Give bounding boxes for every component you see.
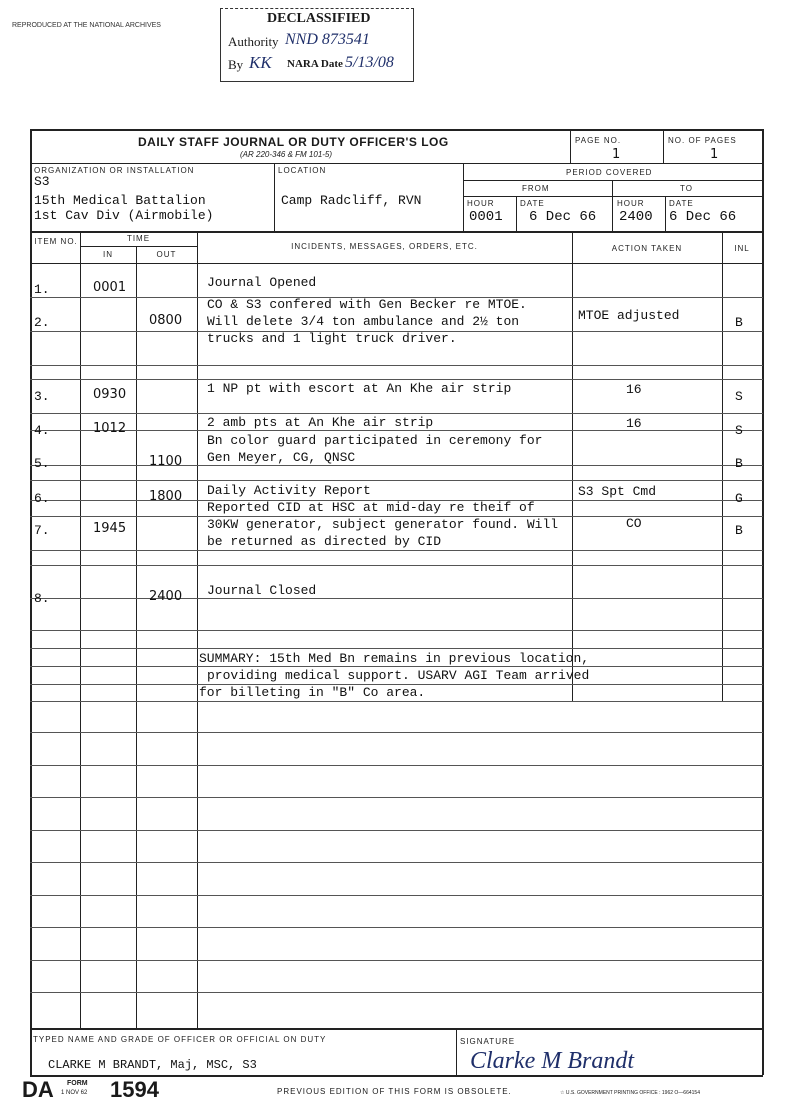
location-label: LOCATION — [278, 166, 327, 175]
col-item-header: ITEM NO. — [34, 237, 78, 246]
row-line — [30, 430, 763, 431]
org-label: ORGANIZATION OR INSTALLATION — [34, 166, 195, 175]
no-pages-label: NO. OF PAGES — [668, 136, 737, 145]
item-number: 2. — [34, 315, 50, 330]
incident-line: 1 NP pt with escort at An Khe air strip — [207, 381, 512, 396]
nara-date-label: NARA Date — [287, 58, 343, 70]
col-out-header: OUT — [156, 250, 177, 259]
authority-value: NND 873541 — [285, 31, 370, 48]
col-action-header: ACTION TAKEN — [611, 244, 683, 253]
form-number: 1594 — [110, 1077, 159, 1102]
form-subtitle: (AR 220-346 & FM 101-5) — [240, 150, 333, 159]
time-out: 1800 — [149, 489, 183, 504]
initials: G — [735, 491, 743, 506]
from-hour-label: HOUR — [467, 199, 495, 208]
signature: Clarke M Brandt — [470, 1048, 634, 1074]
to-label: TO — [680, 184, 693, 193]
stamp-title: DECLASSIFIED — [267, 11, 371, 26]
page-no-value: 1 — [612, 147, 621, 162]
action-taken: 16 — [626, 416, 642, 431]
col-inl-header: INL — [734, 244, 750, 253]
row-line — [30, 550, 763, 551]
by-value: KK — [249, 53, 272, 72]
authority-label: Authority — [228, 34, 279, 49]
incident-line: CO & S3 confered with Gen Becker re MTOE. — [207, 297, 527, 312]
row-line — [30, 765, 763, 766]
summary-line: SUMMARY: 15th Med Bn remains in previous location, — [199, 651, 590, 666]
declassified-stamp — [220, 8, 414, 82]
row-line — [30, 960, 763, 961]
to-date: 6 Dec 66 — [669, 209, 737, 225]
signature-label: SIGNATURE — [460, 1037, 516, 1046]
page-no-label: PAGE NO. — [575, 136, 622, 145]
from-label: FROM — [522, 184, 550, 193]
item-number: 1. — [34, 282, 50, 297]
item-number: 3. — [34, 389, 50, 404]
by-label: By — [228, 57, 244, 72]
form-da: DA — [22, 1077, 54, 1102]
officer-name: CLARKE M BRANDT, Maj, MSC, S3 — [48, 1058, 257, 1072]
org-line-3: 1st Cav Div (Airmobile) — [34, 208, 214, 223]
officer-label: TYPED NAME AND GRADE OF OFFICER OR OFFICIAL ON DUTY — [33, 1035, 327, 1044]
incident-line: Gen Meyer, CG, QNSC — [207, 450, 356, 465]
initials: B — [735, 523, 743, 538]
initials: S — [735, 389, 743, 404]
incident-line: Bn color guard participated in ceremony for — [207, 433, 543, 448]
time-out: 1100 — [149, 454, 183, 469]
row-line — [30, 797, 763, 798]
time-in: 1945 — [93, 521, 127, 536]
row-line — [30, 379, 763, 380]
time-out: 2400 — [149, 589, 183, 604]
row-line — [30, 648, 763, 649]
no-pages-value: 1 — [710, 147, 719, 162]
time-in: 0930 — [93, 387, 127, 402]
col-time-header: TIME — [126, 234, 151, 243]
initials: B — [735, 456, 743, 471]
item-number: 7. — [34, 523, 50, 538]
to-date-label: DATE — [669, 199, 694, 208]
summary-line: for billeting in "B" Co area. — [199, 685, 426, 700]
archive-note: REPRODUCED AT THE NATIONAL ARCHIVES — [12, 22, 161, 29]
form-date: 1 NOV 62 — [61, 1090, 88, 1096]
from-hour: 0001 — [469, 209, 503, 225]
action-taken: MTOE adjusted — [578, 308, 680, 323]
org-line-2: 15th Medical Battalion — [34, 193, 206, 208]
time-out: 0800 — [149, 313, 183, 328]
item-number: 6. — [34, 491, 50, 506]
from-date-label: DATE — [520, 199, 545, 208]
form-title: DAILY STAFF JOURNAL OR DUTY OFFICER'S LOG — [138, 135, 449, 149]
incident-line: Reported CID at HSC at mid-day re theif of — [207, 500, 535, 515]
row-line — [30, 895, 763, 896]
action-taken: CO — [626, 516, 642, 531]
action-taken: 16 — [626, 382, 642, 397]
form-word: FORM — [67, 1080, 88, 1087]
incident-line: 2 amb pts at An Khe air strip — [207, 415, 434, 430]
row-line — [30, 480, 763, 481]
time-in: 0001 — [93, 280, 127, 295]
from-date: 6 Dec 66 — [529, 209, 597, 225]
row-line — [30, 830, 763, 831]
item-number: 8. — [34, 591, 50, 606]
row-line — [30, 365, 763, 366]
row-line — [30, 992, 763, 993]
row-line — [30, 732, 763, 733]
incident-line: Journal Opened — [207, 275, 317, 290]
item-number: 5. — [34, 456, 50, 471]
summary-line: providing medical support. USARV AGI Team arrived — [207, 668, 590, 683]
row-line — [30, 598, 763, 599]
row-line — [30, 862, 763, 863]
row-line — [30, 565, 763, 566]
row-line — [30, 630, 763, 631]
to-hour-label: HOUR — [617, 199, 645, 208]
printing-note: ☆ U.S. GOVERNMENT PRINTING OFFICE : 1962 O—664154 — [560, 1090, 700, 1096]
item-number: 4. — [34, 423, 50, 438]
location-value: Camp Radcliff, RVN — [281, 193, 422, 208]
row-line — [30, 666, 763, 667]
col-in-header: IN — [103, 250, 113, 259]
period-label: PERIOD COVERED — [566, 168, 653, 177]
org-line-1: S3 — [34, 174, 50, 189]
initials: S — [735, 423, 743, 438]
time-in: 1012 — [93, 421, 127, 436]
row-line — [30, 701, 763, 702]
incident-line: 30KW generator, subject generator found. Will — [207, 517, 559, 532]
incident-line: Daily Activity Report — [207, 483, 371, 498]
incident-line: trucks and 1 light truck driver. — [207, 331, 457, 346]
col-incidents-header: INCIDENTS, MESSAGES, ORDERS, ETC. — [291, 242, 478, 251]
incident-line: be returned as directed by CID — [207, 534, 442, 549]
initials: B — [735, 315, 743, 330]
to-hour: 2400 — [619, 209, 653, 225]
incident-line: Will delete 3/4 ton ambulance and 2½ ton — [207, 314, 520, 329]
nara-date-value: 5/13/08 — [345, 54, 394, 71]
row-line — [30, 413, 763, 414]
obsolete-note: PREVIOUS EDITION OF THIS FORM IS OBSOLETE. — [277, 1087, 512, 1096]
action-taken: S3 Spt Cmd — [578, 484, 657, 499]
incident-line: Journal Closed — [207, 583, 317, 598]
row-line — [30, 465, 763, 466]
row-line — [30, 927, 763, 928]
